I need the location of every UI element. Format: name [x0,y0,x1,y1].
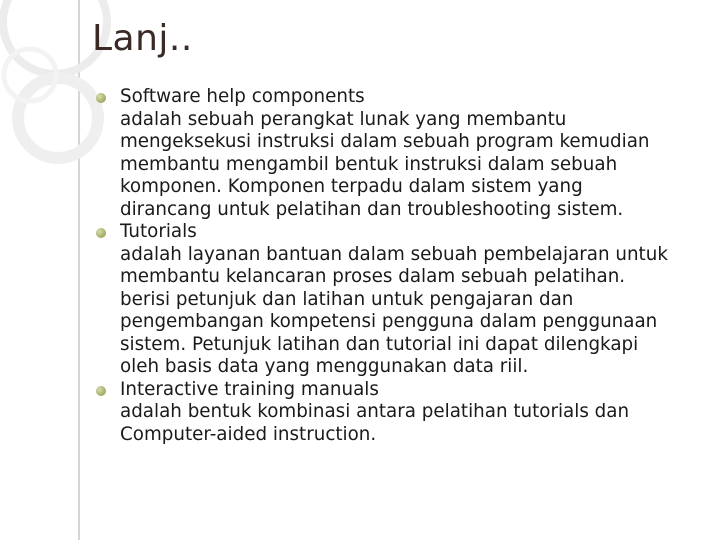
list-item [96,379,696,447]
item-heading: Software help components [120,86,365,107]
bullet-icon [96,228,106,238]
item-heading: Tutorials [120,221,197,242]
item-description: adalah bentuk kombinasi antara pelatihan tutorials dan Computer-aided instruction. [120,401,630,445]
item-description: adalah sebuah perangkat lunak yang membantu mengeksekusi instruksi dalam sebuah program kemudian membantu mengambil bentuk instruksi dalam sebuah komponen. Komponen terpadu dalam sistem yang dirancang untuk pelatihan dan troubleshooting sistem. [120,108,650,220]
item-heading: Interactive training manuals [120,378,379,400]
bullet-icon [96,93,106,103]
list-item [96,221,696,379]
slide-title: Lanj.. [92,18,193,59]
bullet-icon [96,386,106,396]
list-item [96,86,696,221]
item-description: adalah layanan bantuan dalam sebuah pembelajaran untuk membantu kelancaran proses dalam sebuah pelatihan. berisi petunjuk dan latihan untuk pengajaran dan pengembangan kompetensi pengguna dalam penggunaan sistem. Petunjuk latihan dan tutorial ini dapat dilengkapi oleh basis data yang menggunakan data riil. [120,243,668,377]
bullet-list [96,86,696,446]
